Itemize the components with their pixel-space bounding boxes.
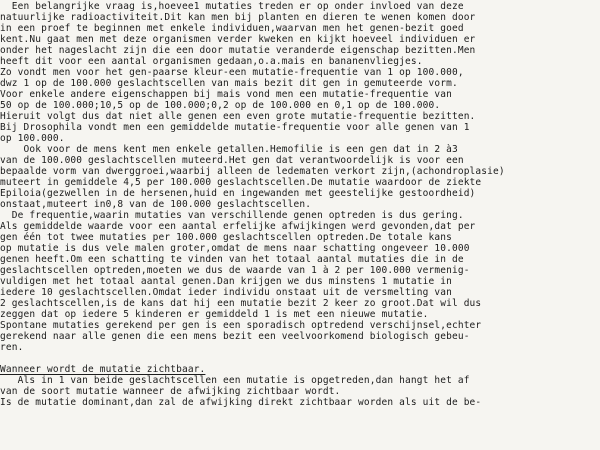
text-line: dwz 1 op de 100.000 geslachtscellen van mais bezit dit gen in gemuteerde vorm. — [0, 78, 458, 89]
text-line: gen één tot twee mutaties per 100.000 geslachtscellen optreden.De totale kans — [0, 232, 452, 243]
text-line: van de 100.000 geslachtscellen muteerd.Het gen dat verantwoordelijk is voor een — [0, 155, 464, 166]
text-line: op mutatie is dus vele malen groter,omdat de mens naar schatting ongeveer 10.000 — [0, 243, 470, 254]
text-line: van de soort mutatie wanneer de afwijking zichtbaar wordt. — [0, 386, 341, 397]
text-line: Als in 1 van beide geslachtscellen een mutatie is opgetreden,dan hangt het af — [0, 375, 470, 386]
text-line: Ook voor de mens kent men enkele getallen.Hemofilie is een gen dat in 2 à3 — [0, 144, 458, 155]
text-line: bepaalde vorm van dwerggroei,waarbij alleen de ledematen verkort zijn,(achondroplasie) — [0, 166, 505, 177]
text-line: Voor enkele andere eigenschappen bij mais vond men een mutatie-frequentie van — [0, 89, 452, 100]
text-line: geslachtscellen optreden,moeten we dus de waarde van 1 à 2 per 100.000 vermenig- — [0, 265, 470, 276]
text-line: Epiloia(gezwellen in de hersenen,huid en ingewanden met geestelijke gestoordheid) — [0, 188, 476, 199]
text-line: gerekend naar alle genen die een mens bezit een veelvoorkomend biologisch gebeu- — [0, 331, 470, 342]
text-line: in een proef te beginnen met enkele individuen,waarvan men het genen-bezit goed — [0, 23, 464, 34]
text-line: Een belangrijke vraag is,hoevee1 mutaties treden er op onder invloed van deze — [0, 1, 464, 12]
text-line: vuldigen met het totaal aantal genen.Dan krijgen we dus minstens 1 mutatie in — [0, 276, 452, 287]
text-line: ren. — [0, 342, 24, 353]
text-line: Zo vondt men voor het gen-paarse kleur-een mutatie-frequentie van 1 op 100.000, — [0, 67, 464, 78]
text-line: De frequentie,waarin mutaties van verschillende genen optreden is dus gering. — [0, 210, 464, 221]
section-heading: Wanneer wordt de mutatie zichtbaar. — [0, 364, 206, 375]
text-line: 2 geslachtscellen,is de kans dat hij een mutatie bezit 2 keer zo groot.Dat wil dus — [0, 298, 482, 309]
text-line: 50 op de 100.000;10,5 op de 100.000;0,2 op de 100.000 en 0,1 op de 100.000. — [0, 100, 441, 111]
text-line: onstaat,muteert in0,8 van de 100.000 geslachtscellen. — [0, 199, 312, 210]
text-line: Hieruit volgt dus dat niet alle genen een even grote mutatie-frequentie bezitten. — [0, 111, 476, 122]
text-line: Bij Drosophila vondt men een gemiddelde mutatie-frequentie voor alle genen van 1 — [0, 122, 470, 133]
text-line: genen heeft.Om een schatting te vinden van het totaal aantal mutaties die in de — [0, 254, 464, 265]
text-line: Als gemiddelde waarde voor een aantal erfelijke afwijkingen werd gevonden,dat per — [0, 221, 476, 232]
text-line: Is de mutatie dominant,dan zal de afwijking direkt zichtbaar worden als uit de be- — [0, 397, 482, 408]
text-line: Spontane mutaties gerekend per gen is een sporadisch optredend verschijnsel,echter — [0, 320, 482, 331]
text-line: zeggen dat op iedere 5 kinderen er gemiddeld 1 is met een nieuwe mutatie. — [0, 309, 429, 320]
text-line: muteert in gemiddele 4,5 per 100.000 geslachtscellen.De mutatie waardoor de ziekte — [0, 177, 482, 188]
text-line: heeft dit voor een aantal organismen gedaan,o.a.mais en bananenvliegjes. — [0, 56, 423, 67]
text-line: iedere 10 geslachtscellen.Omdat ieder individu onstaat uit de versmelting van — [0, 287, 452, 298]
text-line: natuurlijke radioactiviteit.Dit kan men bij planten en dieren te wenen komen door — [0, 12, 476, 23]
text-line: kent.Nu gaat men met deze organismen verder kweken en kijkt hoeveel individuen er — [0, 34, 476, 45]
text-line: onder het nageslacht zijn die een door mutatie veranderde eigenschap bezitten.Men — [0, 45, 476, 56]
text-line: op 100.000. — [0, 133, 65, 144]
